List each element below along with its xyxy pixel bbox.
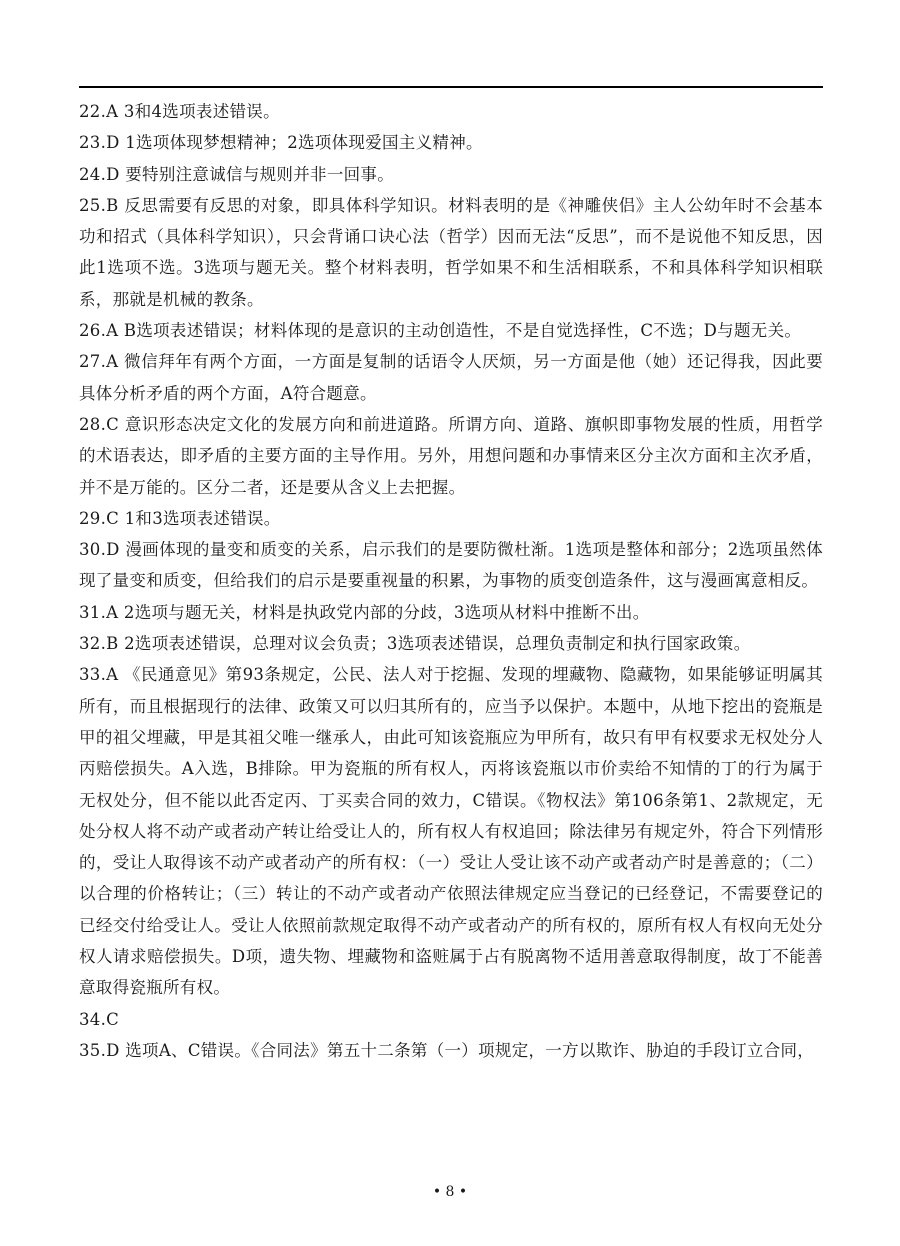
- answer-34: 34.C: [79, 1009, 120, 1029]
- page-number: • 8 •: [432, 1184, 468, 1200]
- answer-list: [79, 96, 823, 1066]
- answer-28: 28.C 意识形态决定文化的发展方向和前进道路。所谓方向、道路、旗帜即事物发展的性质，用哲学的术语表达，即矛盾的主要方面的主导作用。另外，用想问题和办事情来区分主次方面和主次矛盾，并不是万能的。区分二者，还是要从含义上去把握。: [79, 414, 823, 497]
- answer-27: 27.A 微信拜年有两个方面，一方面是复制的话语令人厌烦，另一方面是他（她）还记得我，因此要具体分析矛盾的两个方面，A符合题意。: [79, 352, 823, 403]
- answer-35: 35.D 选项A、C错误。《合同法》第五十二条第（一）项规定，一方以欺诈、胁迫的手段订立合同，: [79, 1040, 815, 1060]
- answer-29: 29.C 1和3选项表述错误。: [79, 508, 281, 528]
- answer-30: 30.D 漫画体现的量变和质变的关系，启示我们的是要防微杜渐。1选项是整体和部分；2选项虽然体现了量变和质变，但给我们的启示是要重视量的积累，为事物的质变创造条件，这与漫画寓意相反。: [79, 540, 823, 591]
- answer-31: 31.A 2选项与题无关，材料是执政党内部的分歧，3选项从材料中推断不出。: [79, 602, 650, 622]
- answer-26: 26.A B选项表述错误；材料体现的是意识的主动创造性，不是自觉选择性，C不选；D与题无关。: [79, 321, 802, 341]
- answer-22: 22.A 3和4选项表述错误。: [79, 102, 280, 121]
- header-rule: [79, 86, 823, 88]
- answer-32: 32.B 2选项表述错误，总理对议会负责；3选项表述错误，总理负责制定和执行国家政策。: [79, 634, 751, 654]
- answer-24: 24.D 要特别注意诚信与规则并非一回事。: [79, 164, 395, 184]
- answer-23: 23.D 1选项体现梦想精神；2选项体现爱国主义精神。: [79, 133, 483, 153]
- answer-33: 33.A 《民通意见》第93条规定，公民、法人对于挖掘、发现的埋藏物、隐藏物，如果能够证明属其所有，而且根据现行的法律、政策又可以归其所有的，应当予以保护。本题中，从地下挖出的瓷瓶是甲的祖父埋藏，甲是其祖父唯一继承人，由此可知该瓷瓶应为甲所有，故只有甲有权要求无权处分人丙赔偿损失。A入选，B排除。甲为瓷瓶的所有权人，丙将该瓷瓶以市价卖给不知情的丁的行为属于无权处分，但不能以此否定丙、丁买卖合同的效力，C错误。《物权法》第106条第1、2款规定，无处分权人将不动产或者动产转让给受让人的，所有权人有权追回；除法律另有规定外，符合下列情形的，受让人取得该不动产或者动产的所有权：（一）受让人受让该不动产或者动产时是善意的；（二）以合理的价格转让；（三）转让的不动产或者动产依照法律规定应当登记的已经登记，不需要登记的已经交付给受让人。受让人依照前款规定取得不动产或者动产的所有权的，原所有权人有权向无处分权人请求赔偿损失。D项，遗失物、埋藏物和盗赃属于占有脱离物不适用善意取得制度，故丁不能善意取得瓷瓶所有权。: [79, 665, 823, 998]
- answer-25: 25.B 反思需要有反思的对象，即具体科学知识。材料表明的是《神雕侠侣》主人公幼年时不会基本功和招式（具体科学知识），只会背诵口诀心法（哲学）因而无法“反思”，而不是说他不知反思，因此1选项不选。3选项与题无关。整个材料表明，哲学如果不和生活相联系，不和具体科学知识相联系，那就是机械的教条。: [79, 195, 823, 309]
